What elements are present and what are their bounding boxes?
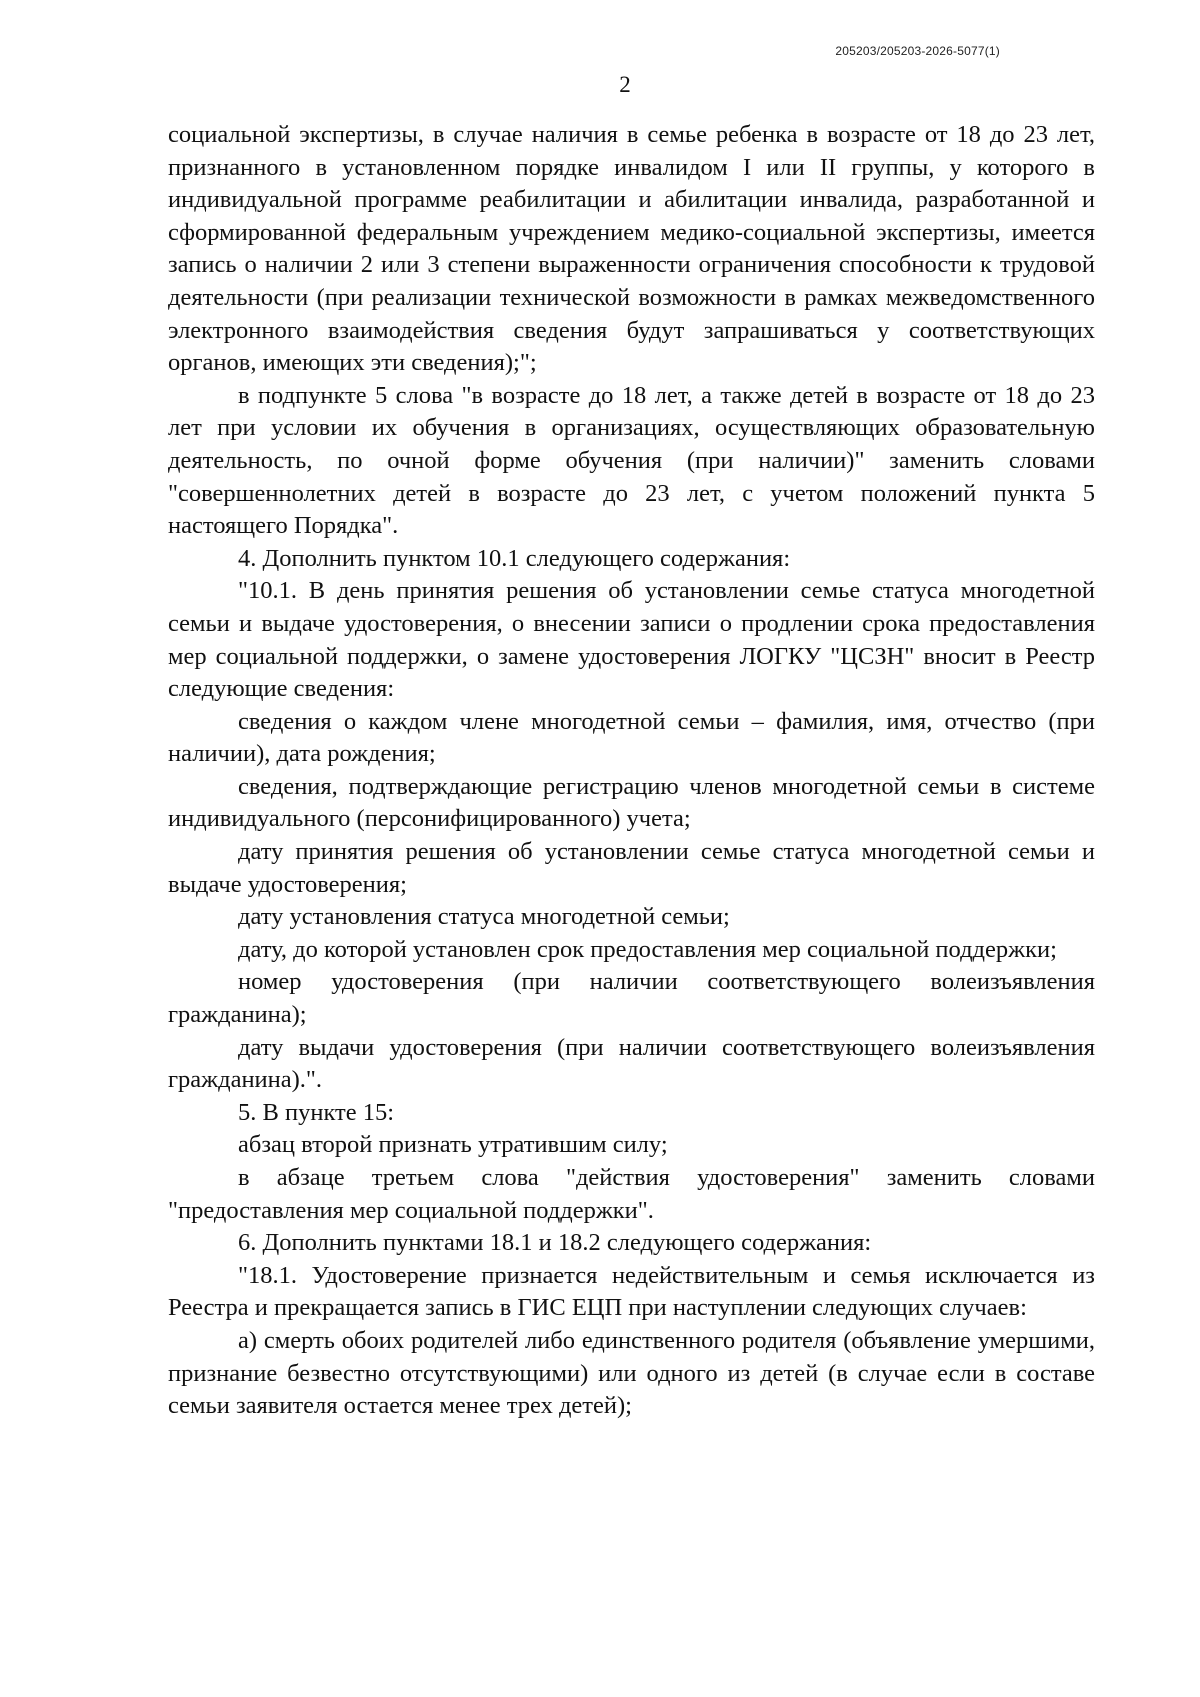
paragraph-item-4: 4. Дополнить пунктом 10.1 следующего содержания: bbox=[238, 544, 791, 572]
paragraph-continuation: социальной экспертизы, в случае наличия в семье ребенка в возрасте от 18 до 23 лет, признанного в установленном порядке инвалидом I или II группы, у которого в индивидуальной программе реабилитации и абилитации инвалида, разработанной и сформированной федеральным учреждением медико-социальной экспертизы, имеется запись о наличии 2 или 3 степени выраженности ограничения способности к трудовой деятельности (при реализации технической возможности в рамках межведомственного электронного взаимодействия сведения будут запрашиваться у соответствующих органов, имеющих эти сведения);"; bbox=[168, 121, 1095, 377]
paragraph-subitem-5-amendment: в подпункте 5 слова "в возрасте до 18 лет, а также детей в возрасте от 18 до 23 лет при условии их обучения в организациях, осуществляющих образовательную деятельность, по очной форме обучения (при наличии)" заменить словами "совершеннолетних детей в возрасте до 23 лет, с учетом положений пункта 5 настоящего Порядка". bbox=[168, 381, 1095, 540]
list-item-registration: сведения, подтверждающие регистрацию членов многодетной семьи в системе индивидуального (персонифицированного) учета; bbox=[168, 772, 1095, 833]
list-item-support-term: дату, до которой установлен срок предоставления мер социальной поддержки; bbox=[238, 935, 1057, 963]
page-number: 2 bbox=[619, 72, 631, 97]
paragraph-item-18-1: "18.1. Удостоверение признается недействительным и семья исключается из Реестра и прекращается запись в ГИС ЕЦП при наступлении следующих случаев: bbox=[168, 1261, 1095, 1322]
paragraph-item-10-1: "10.1. В день принятия решения об установлении семье статуса многодетной семьи и выдаче удостоверения, о внесении записи о продлении срока предоставления мер социальной поддержки, о замене удостоверения ЛОГКУ "ЦСЗН" вносит в Реестр следующие сведения: bbox=[168, 577, 1095, 703]
list-item-status-date: дату установления статуса многодетной семьи; bbox=[238, 903, 730, 931]
paragraph-item-5: 5. В пункте 15: bbox=[238, 1098, 395, 1126]
paragraph-item-6: 6. Дополнить пунктами 18.1 и 18.2 следующего содержания: bbox=[238, 1229, 872, 1257]
list-item-certificate-number: номер удостоверения (при наличии соответствующего волеизъявления гражданина); bbox=[168, 968, 1095, 1029]
list-item-a: а) смерть обоих родителей либо единственного родителя (объявление умершими, признание безвестно отсутствующими) или одного из детей (в случае если в составе семьи заявителя остается менее трех детей); bbox=[168, 1326, 1095, 1420]
document-body bbox=[168, 119, 1095, 1423]
document-registration-number: 205203/205203-2026-5077(1) bbox=[835, 44, 1000, 58]
list-item-family-members: сведения о каждом члене многодетной семьи – фамилия, имя, отчество (при наличии), дата рождения; bbox=[168, 707, 1095, 768]
paragraph-abzac-2: абзац второй признать утратившим силу; bbox=[238, 1131, 668, 1159]
list-item-decision-date: дату принятия решения об установлении семье статуса многодетной семьи и выдаче удостоверения; bbox=[168, 838, 1095, 898]
paragraph-abzac-3: в абзаце третьем слова "действия удостоверения" заменить словами "предоставления мер социальной поддержки". bbox=[168, 1164, 1095, 1224]
list-item-certificate-date: дату выдачи удостоверения (при наличии соответствующего волеизъявления гражданина).". bbox=[168, 1033, 1095, 1094]
